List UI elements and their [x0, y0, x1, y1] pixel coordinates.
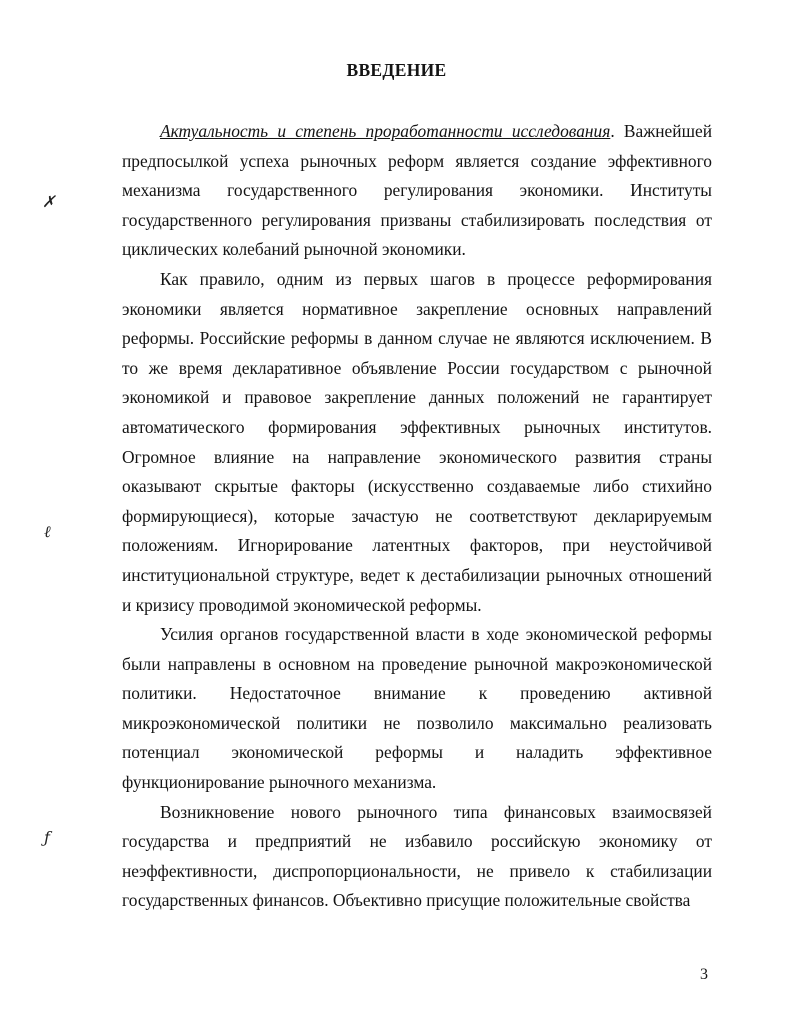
- margin-scan-mark-3: ƒ: [44, 828, 50, 847]
- body-text: [122, 117, 712, 916]
- lead-continuation: . Важнейшей предпосылкой успеха рыночных реформ является создание эффективного механизма государственного регулирования экономики. Институты государственного регулирования призваны стабилизировать последствия от циклических колебаний рыночной экономики.: [122, 121, 713, 260]
- paragraph: Усилия органов государственной власти в ходе экономической реформы были направлены в основном на проведение рыночной макроэкономической политики. Недостаточное внимание к проведению активной микроэкономической политики не позволило максимально реализовать потенциал экономической реформы и наладить эффективное функционирование рыночного механизма.: [122, 624, 712, 793]
- page-number: 3: [700, 966, 708, 983]
- margin-scan-mark-1: ✗: [42, 192, 56, 211]
- paragraph: Возникновение нового рыночного типа финансовых взаимосвязей государства и предприятий не избавило российскую экономику от неэффективности, диспропорциональности, не привело к стабилизации государственных финансов. Объективно присущие положительные свойства: [122, 801, 712, 911]
- margin-scan-mark-2: ℓ: [44, 522, 51, 541]
- page-title: ВВЕДЕНИЕ: [346, 60, 447, 80]
- lead-phrase: Актуальность и степень проработанности исследования: [160, 121, 611, 141]
- paragraph-intro: [122, 117, 712, 265]
- paragraph: Как правило, одним из первых шагов в процессе реформирования экономики является нормативное закрепление основных направлений реформы. Российские реформы в данном случае не являются исключением. В то же время декларативное объявление России государством с рыночной экономикой и правовое закрепление данных положений не гарантирует автоматического формирования эффективных рыночных институтов. Огромное влияние на направление экономического развития страны оказывают скрытые факторы (искусственно создаваемые либо стихийно формирующиеся), которые зачастую не соответствуют декларируемым положениям. Игнорирование латентных факторов, при неустойчивой институциональной структуре, ведет к дестабилизации рыночных отношений и кризису проводимой экономической реформы.: [122, 268, 712, 615]
